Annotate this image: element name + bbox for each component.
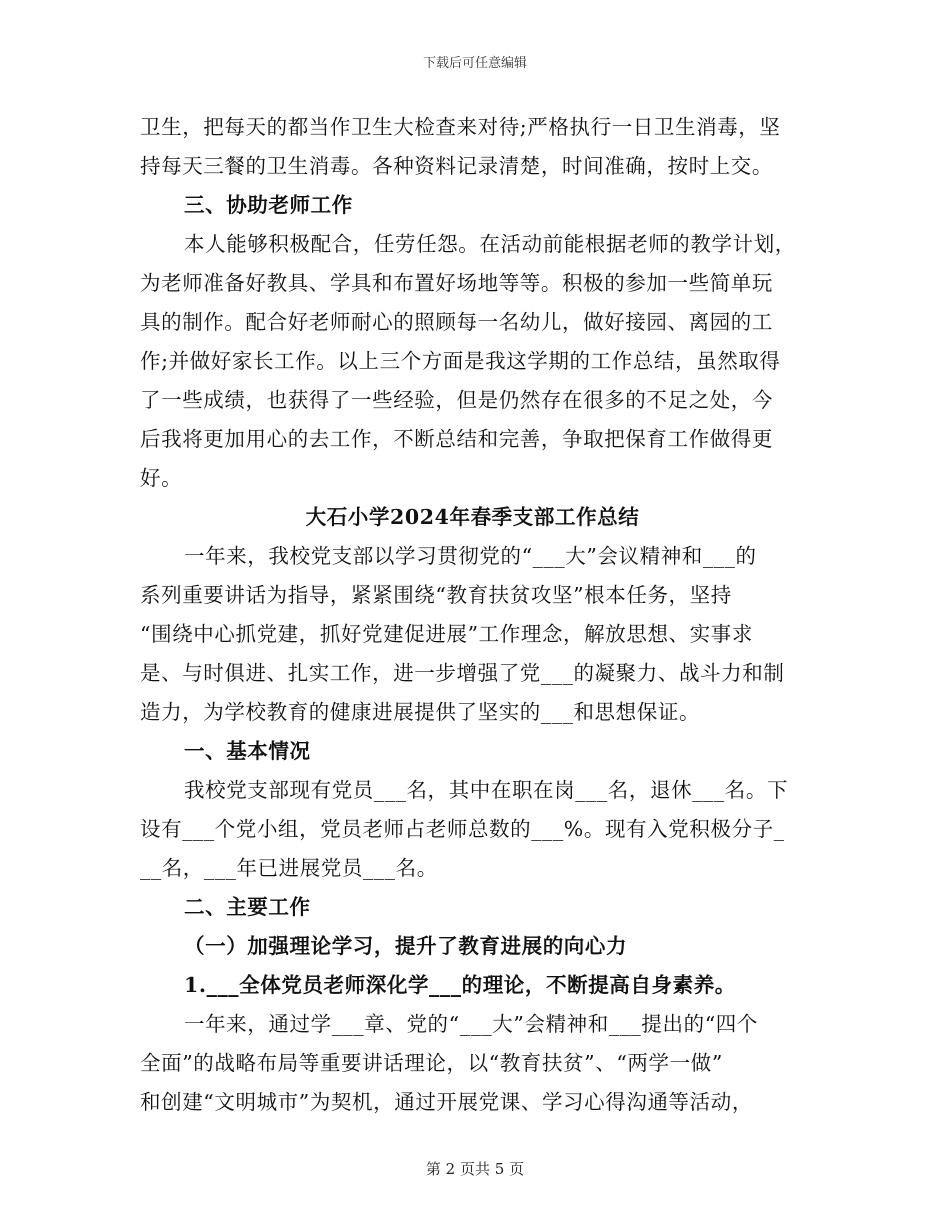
body-line: 全面”的战略布局等重要讲话理论，以“教育扶贫”、“两学一做” <box>140 1051 723 1075</box>
body-line: 一年来，我校党支部以学习贯彻党的“___大”会议精神和___的 <box>184 544 757 568</box>
body-line: 后我将更加用心的去工作，不断总结和完善，争取把保育工作做得更 <box>140 427 773 451</box>
section-heading: 一、基本情况 <box>184 739 311 763</box>
document-title: 大石小学2024年春季支部工作总结 <box>305 505 640 529</box>
body-line: 具的制作。配合好老师耐心的照顾每一名幼儿，做好接园、离园的工 <box>140 310 773 334</box>
body-line: 持每天三餐的卫生消毒。各种资料记录清楚，时间准确，按时上交。 <box>140 154 773 178</box>
section-heading: 三、协助老师工作 <box>184 193 353 217</box>
page-footer: 第 2 页共 5 页 <box>425 1160 525 1178</box>
body-line: __名，___年已进展党员___名。 <box>140 856 438 880</box>
body-line: 设有___个党小组，党员老师占老师总数的___%。现有入党积极分子_ <box>140 817 785 841</box>
body-line: 本人能够积极配合，任劳任怨。在活动前能根据老师的教学计划， <box>184 232 796 256</box>
body-line: “围绕中心抓党建，抓好党建促进展”工作理念，解放思想、实事求 <box>140 622 753 646</box>
subsection-heading: （一）加强理论学习，提升了教育进展的向心力 <box>184 934 628 958</box>
body-line: 好。 <box>140 466 183 490</box>
body-line: 了一些成绩，也获得了一些经验，但是仍然存在很多的不足之处，今 <box>140 388 773 412</box>
body-line: 我校党支部现有党员___名，其中在职在岗___名，退休___名。下 <box>184 778 789 802</box>
section-heading: 二、主要工作 <box>184 895 311 919</box>
numbered-heading: 1.___全体党员老师深化学___的理论，不断提高自身素养。 <box>184 973 736 997</box>
body-line: 造力，为学校教育的健康进展提供了坚实的___和思想保证。 <box>140 700 701 724</box>
body-line: 一年来，通过学___章、党的“___大”会精神和___提出的“四个 <box>184 1012 758 1036</box>
page-header: 下载后可任意编辑 <box>422 56 527 71</box>
body-line: 和创建“文明城市”为契机，通过开展党课、学习心得沟通等活动， <box>140 1090 753 1114</box>
body-line: 是、与时俱进、扎实工作，进一步增强了党___的凝聚力、战斗力和制 <box>140 661 785 685</box>
document-body <box>140 108 805 1122</box>
body-line: 为老师准备好教具、学具和布置好场地等等。积极的参加一些简单玩 <box>140 271 773 295</box>
body-line: 作;并做好家长工作。以上三个方面是我这学期的工作总结，虽然取得 <box>140 349 781 373</box>
body-line: 系列重要讲话为指导，紧紧围绕“教育扶贫攻坚”根本任务，坚持 <box>140 583 732 607</box>
body-line: 卫生，把每天的都当作卫生大检查来对待;严格执行一日卫生消毒，坚 <box>140 115 781 139</box>
